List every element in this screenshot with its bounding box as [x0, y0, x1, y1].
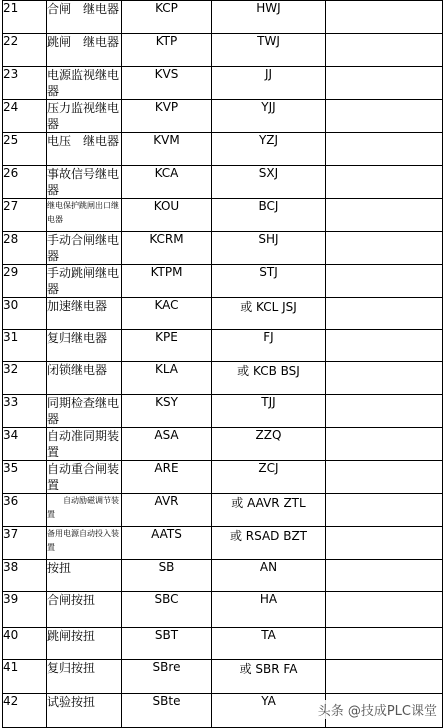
- new-code: KTP: [122, 34, 212, 67]
- blank-cell: [326, 133, 443, 166]
- blank-cell: [326, 1, 443, 34]
- table-row: [3, 34, 443, 67]
- row-number: 27: [3, 199, 47, 232]
- blank-cell: [326, 395, 443, 428]
- table-row: [3, 1, 443, 34]
- table-row: [3, 461, 443, 494]
- new-code: KLA: [122, 362, 212, 395]
- device-name: 电压 继电器: [47, 133, 122, 166]
- old-code: 或 KCL JSJ: [212, 298, 326, 330]
- blank-cell: [326, 592, 443, 628]
- row-number: 34: [3, 428, 47, 461]
- row-number: 25: [3, 133, 47, 166]
- device-name: 合闸按扭: [47, 592, 122, 628]
- old-code: TA: [212, 628, 326, 660]
- old-code: HWJ: [212, 1, 326, 34]
- old-code: JJ: [212, 67, 326, 100]
- new-code: KSY: [122, 395, 212, 428]
- device-name: 加速继电器: [47, 298, 122, 330]
- row-number: 31: [3, 330, 47, 362]
- new-code: AATS: [122, 527, 212, 560]
- device-name: 自动励磁调节装置: [47, 494, 122, 527]
- blank-cell: [326, 628, 443, 660]
- old-code: FJ: [212, 330, 326, 362]
- table-row: [3, 527, 443, 560]
- new-code: KCA: [122, 166, 212, 199]
- blank-cell: [326, 232, 443, 265]
- device-name: 自动准同期装置: [47, 428, 122, 461]
- device-name: 复归按扭: [47, 660, 122, 694]
- old-code: 或 KCB BSJ: [212, 362, 326, 395]
- row-number: 36: [3, 494, 47, 527]
- old-code: 或 AAVR ZTL: [212, 494, 326, 527]
- new-code: SBT: [122, 628, 212, 660]
- device-name: 自动重合闸装置: [47, 461, 122, 494]
- table-row: [3, 232, 443, 265]
- device-name: 按扭: [47, 560, 122, 592]
- device-name: 闭锁继电器: [47, 362, 122, 395]
- device-name: 手动合闸继电器: [47, 232, 122, 265]
- blank-cell: [326, 100, 443, 133]
- device-name: 同期检查继电器: [47, 395, 122, 428]
- old-code: SXJ: [212, 166, 326, 199]
- new-code: ARE: [122, 461, 212, 494]
- device-name: 电源监视继电器: [47, 67, 122, 100]
- new-code: SBte: [122, 694, 212, 728]
- device-name: 备用电源自动投入装置: [47, 527, 122, 560]
- device-name: 事故信号继电器: [47, 166, 122, 199]
- blank-cell: [326, 461, 443, 494]
- table-row: [3, 362, 443, 395]
- new-code: KVP: [122, 100, 212, 133]
- row-number: 41: [3, 660, 47, 694]
- device-name: 合闸 继电器: [47, 1, 122, 34]
- old-code: 或 RSAD BZT: [212, 527, 326, 560]
- old-code: YZJ: [212, 133, 326, 166]
- row-number: 30: [3, 298, 47, 330]
- table-row: [3, 67, 443, 100]
- table-row: [3, 428, 443, 461]
- old-code: HA: [212, 592, 326, 628]
- old-code: TJJ: [212, 395, 326, 428]
- row-number: 22: [3, 34, 47, 67]
- blank-cell: [326, 330, 443, 362]
- row-number: 32: [3, 362, 47, 395]
- device-name: 跳闸 继电器: [47, 34, 122, 67]
- table-row: [3, 560, 443, 592]
- row-number: 33: [3, 395, 47, 428]
- row-number: 39: [3, 592, 47, 628]
- table-row: [3, 298, 443, 330]
- table-row: [3, 265, 443, 298]
- table-row: [3, 494, 443, 527]
- new-code: KOU: [122, 199, 212, 232]
- blank-cell: [326, 34, 443, 67]
- row-number: 24: [3, 100, 47, 133]
- blank-cell: [326, 67, 443, 100]
- new-code: KCP: [122, 1, 212, 34]
- table-row: [3, 660, 443, 694]
- table-row: [3, 592, 443, 628]
- new-code: SBC: [122, 592, 212, 628]
- new-code: SBre: [122, 660, 212, 694]
- old-code: ZCJ: [212, 461, 326, 494]
- new-code: KCRM: [122, 232, 212, 265]
- watermark: 头条 @技成PLC课堂: [316, 700, 439, 719]
- table-row: [3, 199, 443, 232]
- row-number: 28: [3, 232, 47, 265]
- row-number: 42: [3, 694, 47, 728]
- blank-cell: [326, 494, 443, 527]
- old-code: YA: [212, 694, 326, 728]
- table-row: [3, 395, 443, 428]
- table-row: [3, 100, 443, 133]
- device-name: 试验按扭: [47, 694, 122, 728]
- blank-cell: [326, 166, 443, 199]
- table-row: [3, 628, 443, 660]
- blank-cell: [326, 199, 443, 232]
- row-number: 26: [3, 166, 47, 199]
- new-code: SB: [122, 560, 212, 592]
- blank-cell: [326, 428, 443, 461]
- device-name: 压力监视继电器: [47, 100, 122, 133]
- row-number: 38: [3, 560, 47, 592]
- table-row: [3, 330, 443, 362]
- blank-cell: [326, 660, 443, 694]
- row-number: 40: [3, 628, 47, 660]
- device-name: 复归继电器: [47, 330, 122, 362]
- new-code: KTPM: [122, 265, 212, 298]
- old-code: SHJ: [212, 232, 326, 265]
- old-code: STJ: [212, 265, 326, 298]
- table-row: [3, 133, 443, 166]
- new-code: KPE: [122, 330, 212, 362]
- device-name: 跳闸按扭: [47, 628, 122, 660]
- old-code: YJJ: [212, 100, 326, 133]
- new-code: ASA: [122, 428, 212, 461]
- blank-cell: [326, 527, 443, 560]
- old-code: ZZQ: [212, 428, 326, 461]
- blank-cell: [326, 560, 443, 592]
- row-number: 23: [3, 67, 47, 100]
- table-row: [3, 166, 443, 199]
- old-code: TWJ: [212, 34, 326, 67]
- new-code: AVR: [122, 494, 212, 527]
- row-number: 35: [3, 461, 47, 494]
- old-code: BCJ: [212, 199, 326, 232]
- blank-cell: [326, 298, 443, 330]
- old-code: AN: [212, 560, 326, 592]
- new-code: KVM: [122, 133, 212, 166]
- row-number: 21: [3, 1, 47, 34]
- new-code: KVS: [122, 67, 212, 100]
- table-body: [3, 1, 443, 728]
- old-code: 或 SBR FA: [212, 660, 326, 694]
- blank-cell: [326, 362, 443, 395]
- relay-code-table: [2, 0, 443, 728]
- device-name: 手动跳闸继电器: [47, 265, 122, 298]
- row-number: 29: [3, 265, 47, 298]
- device-name: 继电保护跳闸出口继电器: [47, 199, 122, 232]
- blank-cell: [326, 265, 443, 298]
- new-code: KAC: [122, 298, 212, 330]
- row-number: 37: [3, 527, 47, 560]
